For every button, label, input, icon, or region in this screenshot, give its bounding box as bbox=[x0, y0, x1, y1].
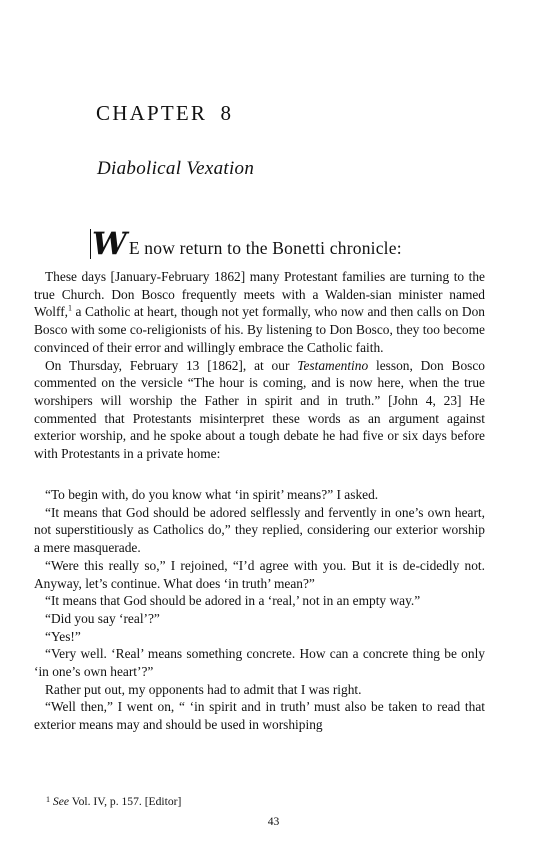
dialogue-paragraph: “It means that God should be adored selflessly and fervently in one’s own heart, not superstitiously as Catholics do,” they replied, considering our exterior worship a mere masquerade. bbox=[34, 504, 485, 556]
decorative-initial: W bbox=[92, 226, 121, 262]
dialogue-paragraph: “Did you say ‘real’?” bbox=[45, 610, 160, 626]
page-number: 43 bbox=[267, 815, 280, 828]
opening-line bbox=[90, 226, 402, 262]
opening-text: E now return to the Bonetti chronicle: bbox=[128, 238, 402, 258]
chapter-title: Diabolical Vexation bbox=[97, 158, 255, 179]
dialogue-paragraph: “Yes!” bbox=[45, 628, 81, 644]
footnote-text: Vol. IV, p. 157. [Editor] bbox=[69, 795, 182, 808]
dialogue-block bbox=[34, 486, 485, 734]
emphasis: Testamentino bbox=[297, 357, 369, 373]
narrative-block bbox=[34, 268, 485, 463]
footnote-ref: 1 bbox=[68, 303, 73, 313]
footnote-see: See bbox=[52, 795, 69, 808]
dialogue-paragraph: “Well then,” I went on, “ ‘in spirit and in truth’ must also be taken to read that exterior means may and should be used in worshiping bbox=[34, 699, 485, 733]
footnote bbox=[46, 795, 181, 808]
dialogue-paragraph: “Were this really so,” I rejoined, “I’d agree with you. But it is de-cidedly not. Anyway, let’s continue. What does ‘in truth’ mean?” bbox=[34, 557, 485, 591]
dialogue-paragraph: “To begin with, do you know what ‘in spirit’ means?” I asked. bbox=[45, 487, 379, 502]
paragraph: These days [January-February 1862] many Protestant families are turning to the true Church. Don Bosco frequently meets with a Walden-sian minister named Wolff,$^1$ a Catholic at heart, though not yet formally, who now and then calls on Don Bosco with some co-religionists of his. By listening to Don Bosco, they too become convinced of their error and willingly embrace the Catholic faith. bbox=[34, 269, 485, 355]
dialogue-paragraph: “It means that God should be adored in a ‘real,’ not in an empty way.” bbox=[45, 593, 421, 609]
chapter-heading: CHAPTER 8 bbox=[96, 101, 234, 125]
paragraph: On Thursday, February 13 [1862], at our Testamentino lesson, Don Bosco commented on the versicle “The hour is coming, and is now here, when the true worshipers will worship the Father in spirit and in truth.” [John 4, 23] He commented that Protestants misinterpret these words as an argument against exterior worship, and he spoke about a tough debate he had five or six days before with Protestants in a private home: bbox=[34, 357, 486, 462]
dialogue-paragraph: “Very well. ‘Real’ means something concrete. How can a concrete thing be only ‘in one’s own heart’?” bbox=[34, 646, 485, 680]
footnote-number: 1 bbox=[46, 795, 50, 804]
dialogue-paragraph: Rather put out, my opponents had to admit that I was right. bbox=[45, 681, 362, 697]
